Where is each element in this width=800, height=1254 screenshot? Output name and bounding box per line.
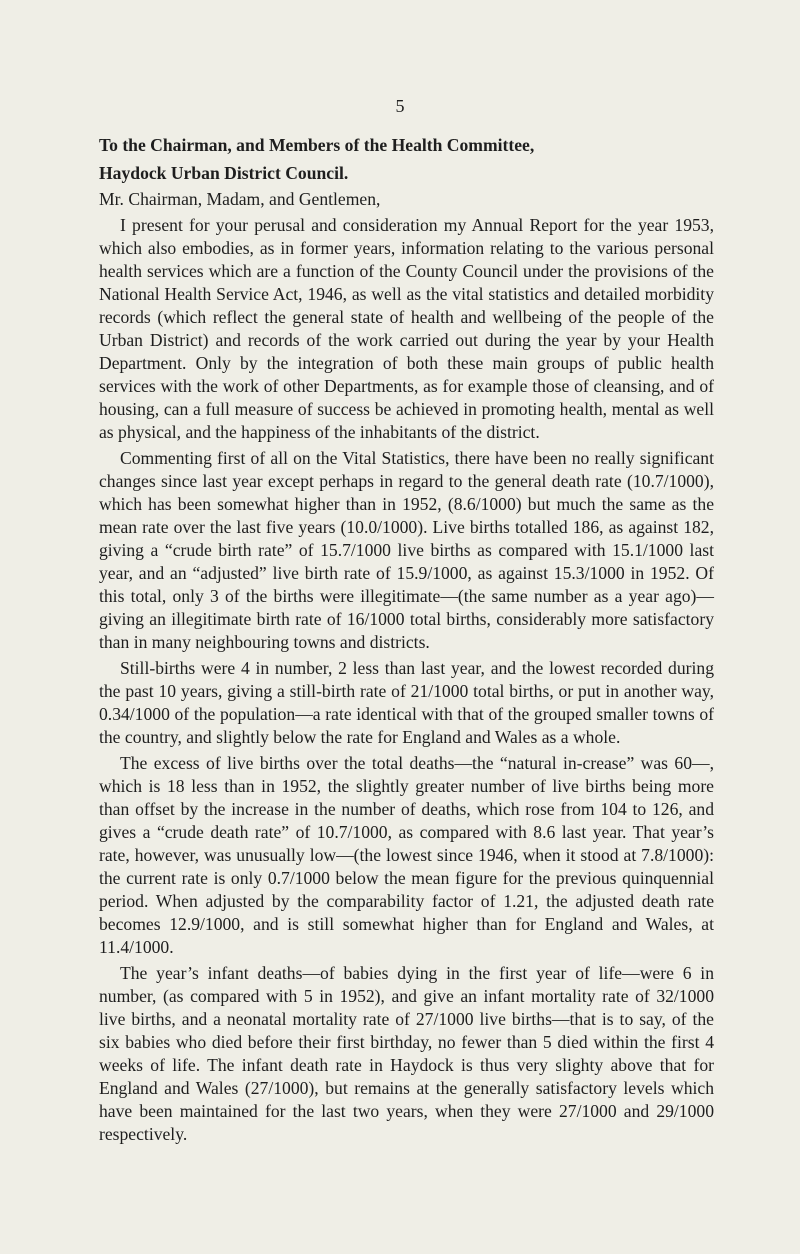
council-heading: Haydock Urban District Council.: [99, 163, 349, 183]
paragraph-introduction: I present for your perusal and consideration my Annual Report for the year 1953, which also embodies, as in former years, information relating to the various personal health services which are a function of the County Council under the provisions of the National Health Service Act, 1946, as well as the vital statistics and detailed morbidity records (which reflect the general state of health and wellbeing of the people of the Urban District) and records of the work carried out during the year by your Health Department. Only by the integration of both these main groups of public health services with the work of other Departments, as for example those of cleansing, and of housing, can a full measure of success be achieved in promoting health, mental as well as physical, and the happiness of the inhabitants of the district.: [99, 215, 714, 442]
page-number: 5: [395, 96, 405, 116]
paragraph-natural-increase: The excess of live births over the total deaths—the “natural in-crease” was 60—, which is 18 less than in 1952, the slightly greater number of live births being more than offset by the increase in the number of deaths, which rose from 104 to 126, and gives a “crude death rate” of 10.7/1000, as compared with 8.6 last year. That year’s rate, however, was unusually low—(the lowest since 1946, when it stood at 7.8/1000): the current rate is only 0.7/1000 below the mean figure for the previous quinquennial period. When adjusted by the comparability factor of 1.21, the adjusted death rate becomes 12.9/1000, and is still somewhat higher than for England and Wales, at 11.4/1000.: [99, 753, 714, 957]
paragraph-vital-statistics: Commenting first of all on the Vital Statistics, there have been no really significant changes since last year except perhaps in regard to the general death rate (10.7/1000), which has been somewhat higher than in 1952, (8.6/1000) but much the same as the mean rate over the last five years (10.0/1000). Live births totalled 186, as against 182, giving a “crude birth rate” of 15.7/1000 live births as compared with 15.1/1000 last year, and an “adjusted” live birth rate of 15.9/1000, as against 15.3/1000 in 1952. Of this total, only 3 of the births were illegitimate—(the same number as a year ago)—giving an illegitimate birth rate of 16/1000 total births, considerably more satisfactory than in many neighbouring towns and districts.: [99, 448, 714, 652]
paragraph-still-births: Still-births were 4 in number, 2 less than last year, and the lowest recorded during the past 10 years, giving a still-birth rate of 21/1000 total births, or put in another way, 0.34/1000 of the population—a rate identical with that of the grouped smaller towns of the country, and slightly below the rate for England and Wales as a whole.: [99, 658, 714, 747]
paragraph-infant-deaths: The year’s infant deaths—of babies dying in the first year of life—were 6 in number, (as compared with 5 in 1952), and give an infant mortality rate of 32/1000 live births, and a neonatal mortality rate of 27/1000 live births—that is to say, of the six babies who died before their first birthday, no fewer than 5 died within the first 4 weeks of life. The infant death rate in Haydock is thus very slighty above that for England and Wales (27/1000), but remains at the generally satisfactory levels which have been maintained for the last two years, when they were 27/1000 and 29/1000 respectively.: [99, 963, 714, 1144]
salutation: Mr. Chairman, Madam, and Gentlemen,: [99, 189, 381, 209]
addressee-heading: To the Chairman, and Members of the Health Committee,: [99, 135, 535, 155]
report-letter: [99, 131, 714, 1146]
